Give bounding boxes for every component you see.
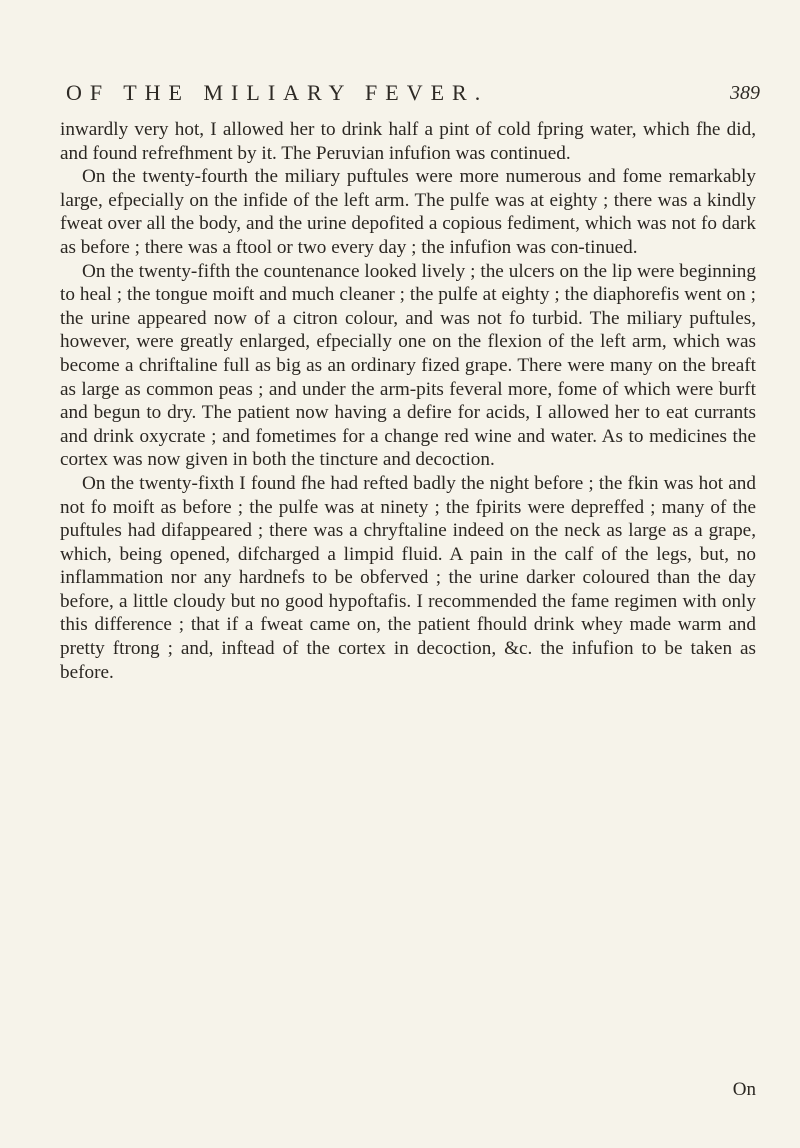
running-head bbox=[60, 80, 760, 116]
paragraph-continuation: inwardly very hot, I allowed her to drink half a pint of cold fpring water, which fhe did, and found refrefhment by it. The Peruvian infufion was continued. bbox=[60, 119, 756, 164]
page-number: 389 bbox=[730, 82, 760, 104]
paragraph-twenty-fourth: On the twenty-fourth the miliary puftules were more numerous and fome remarkably large, efpecially on the infide of the left arm. The pulfe was at eighty ; there was a kindly fweat over all the body, and the urine depofited a copious fediment, which was not fo dark as before ; there was a ftool or two every day ; the infufion was con-tinued. bbox=[60, 166, 756, 258]
paragraph-twenty-sixth: On the twenty-fixth I found fhe had refted badly the night before ; the fkin was hot and not fo moift as before ; the pulfe was at ninety ; the fpirits were depreffed ; many of the puftules had difappeared ; there was a chryftaline indeed on the neck as large as a grape, which, being opened, difcharged a limpid fluid. A pain in the calf of the legs, but, no inflammation nor any hardnefs to be obferved ; the urine darker coloured than the day before, a little cloudy but no good hypoftafis. I recommended the fame regimen with only this difference ; that if a fweat came on, the patient fhould drink whey made warm and pretty ftrong ; and, inftead of the cortex in decoction, &c. the infufion to be taken as before. bbox=[60, 472, 756, 683]
running-title: OF THE MILIARY FEVER. bbox=[66, 80, 489, 105]
paragraph-twenty-fifth: On the twenty-fifth the countenance looked lively ; the ulcers on the lip were beginning to heal ; the tongue moift and much cleaner ; the pulfe at eighty ; the diaphorefis went on ; the urine appeared now of a citron colour, and was not fo turbid. The miliary puftules, however, were greatly enlarged, efpecially one on the flexion of the left arm, which was become a chriftaline full as big as an ordinary fized grape. There were many on the breaft as large as common peas ; and under the arm-pits feveral more, fome of which were burft and begun to dry. The patient now having a defire for acids, I allowed her to eat currants and drink oxycrate ; and fometimes for a change red wine and water. As to medicines the cortex was now given in both the tincture and decoction. bbox=[60, 260, 756, 471]
catchword: On bbox=[732, 1079, 756, 1100]
body-text bbox=[60, 118, 756, 684]
